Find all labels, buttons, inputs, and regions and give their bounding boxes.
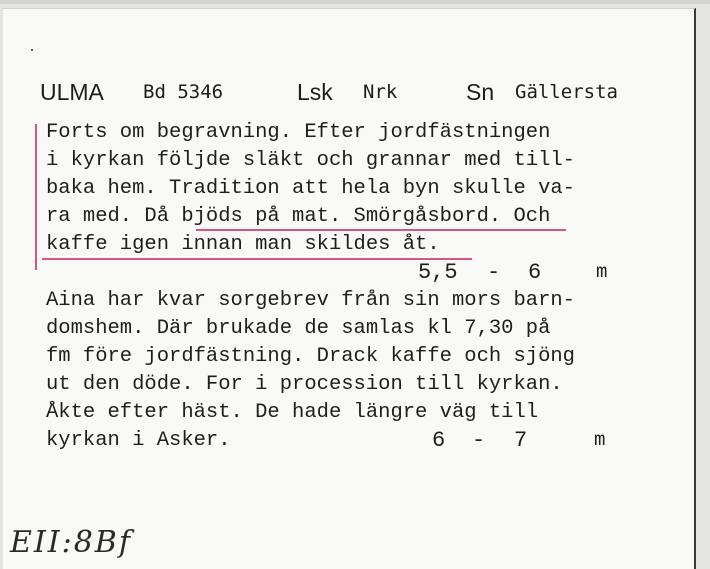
text-line-9: ut den döde. For i procession till kyrkan. — [46, 373, 563, 396]
header-sn-label: Sn — [466, 79, 495, 105]
range1-unit: m — [596, 261, 608, 283]
header-sn-value: Gällersta — [515, 81, 618, 103]
archive-code: EII:8Bf — [10, 525, 132, 560]
range2-to: 7 — [514, 428, 528, 453]
margin-bracket — [35, 124, 37, 270]
header-lsk-label: Lsk — [297, 79, 333, 105]
header-lsk-value: Nrk — [363, 81, 398, 103]
text-line-10: Åkte efter häst. De hade längre väg till — [46, 401, 539, 424]
scan-top-edge — [0, 0, 710, 4]
range2-unit: m — [594, 429, 606, 451]
text-line-5: kaffe igen innan man skildes åt. — [46, 233, 440, 256]
header-bd: Bd 5346 — [143, 81, 224, 103]
range2-dash: - — [472, 428, 486, 453]
range2-from: 6 — [432, 428, 446, 453]
range1-from: 5,5 — [418, 260, 458, 285]
text-line-8: fm före jordfästning. Drack kaffe och sjöng — [46, 345, 575, 368]
text-line-1: Forts om begravning. Efter jordfästningen — [46, 121, 551, 144]
text-line-6: Aina har kvar sorgebrev från sin mors barn- — [46, 289, 575, 312]
margin-dot — [31, 49, 33, 51]
text-line-3: baka hem. Tradition att hela byn skulle va- — [46, 177, 575, 200]
text-line-11: kyrkan i Asker. — [46, 429, 231, 452]
range1-to: 6 — [528, 260, 542, 285]
text-line-7: domshem. Där brukade de samlas kl 7,30 på — [46, 317, 551, 340]
text-line-2: i kyrkan följde släkt och grannar med till- — [46, 149, 575, 172]
range1-dash: - — [487, 260, 501, 285]
text-line-4: ra med. Då bjöds på mat. Smörgåsbord. Och — [46, 205, 551, 228]
header-name: ULMA — [40, 79, 104, 105]
